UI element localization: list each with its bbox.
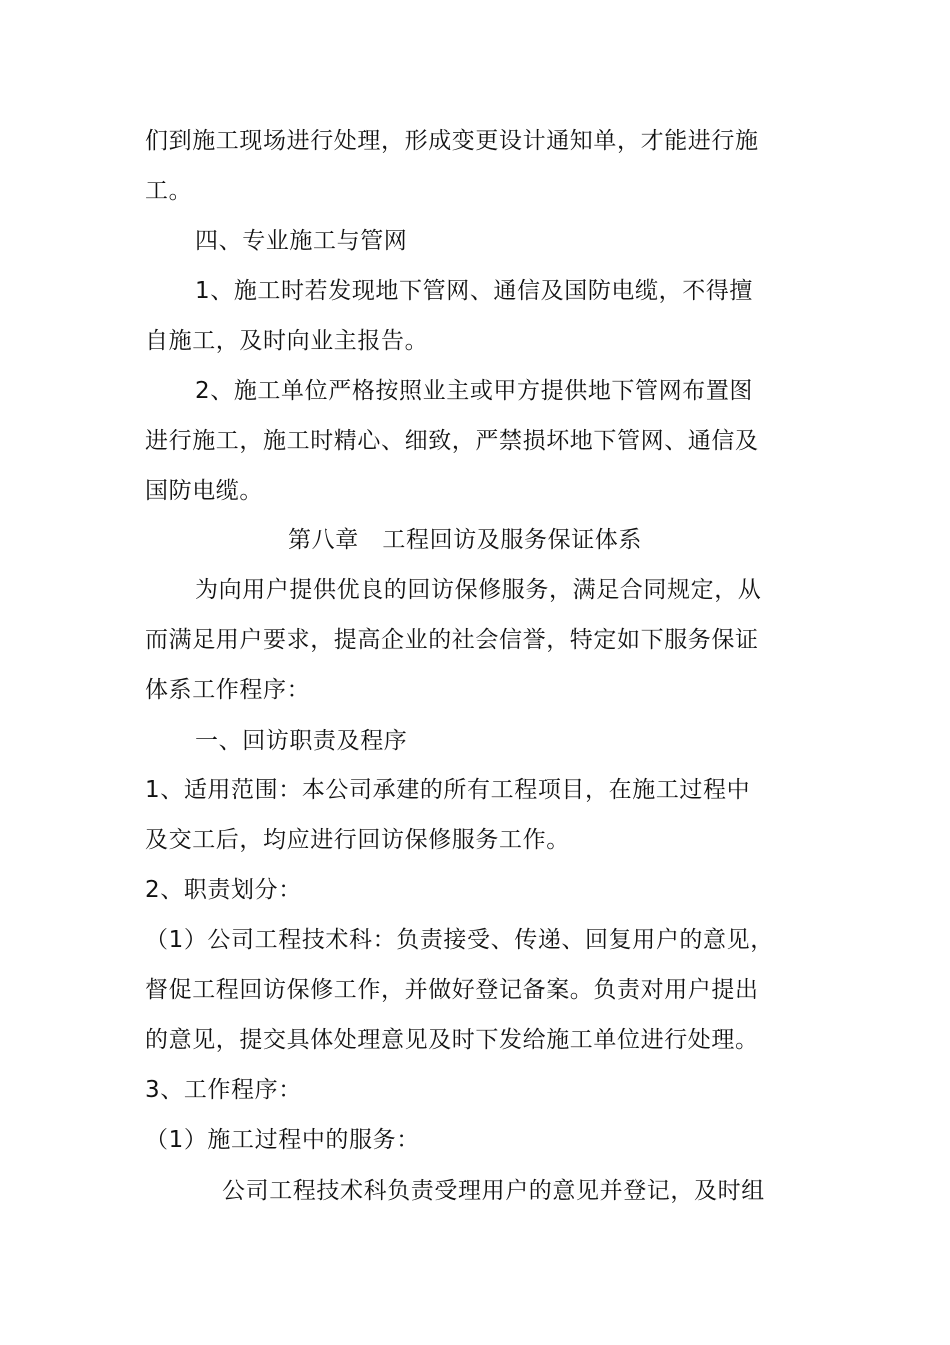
numbered-item-line: 2、施工单位严格按照业主或甲方提供地下管网布置图 [195, 378, 754, 404]
paragraph-continuation-line: 督促工程回访保修工作，并做好登记备案。负责对用户提出 [145, 977, 759, 1003]
sub-item-line: （1）施工过程中的服务： [145, 1127, 420, 1153]
chapter-title: 第八章 工程回访及服务保证体系 [288, 527, 642, 553]
sub-item-line: （1）公司工程技术科：负责接受、传递、回复用户的意见， [145, 927, 774, 953]
section-heading: 四、专业施工与管网 [195, 228, 408, 254]
numbered-item-line: 2、职责划分： [145, 877, 302, 903]
paragraph-continuation-line: 自施工，及时向业主报告。 [145, 328, 429, 354]
paragraph-line: 公司工程技术科负责受理用户的意见并登记，及时组 [222, 1178, 765, 1204]
numbered-item-line: 1、施工时若发现地下管网、通信及国防电缆，不得擅 [195, 278, 754, 304]
paragraph-continuation-line: 国防电缆。 [145, 478, 263, 504]
paragraph-continuation-line: 体系工作程序： [145, 677, 311, 703]
paragraph-continuation-line: 们到施工现场进行处理，形成变更设计通知单，才能进行施 [145, 128, 759, 154]
numbered-item-line: 1、适用范围：本公司承建的所有工程项目，在施工过程中 [145, 777, 751, 803]
paragraph-continuation-line: 而满足用户要求，提高企业的社会信誉，特定如下服务保证 [145, 627, 759, 653]
numbered-item-line: 3、工作程序： [145, 1077, 302, 1103]
paragraph-line: 为向用户提供优良的回访保修服务，满足合同规定，从 [195, 577, 762, 603]
paragraph-continuation-line: 进行施工，施工时精心、细致，严禁损坏地下管网、通信及 [145, 428, 759, 454]
paragraph-continuation-line: 工。 [145, 178, 193, 204]
paragraph-continuation-line: 的意见，提交具体处理意见及时下发给施工单位进行处理。 [145, 1027, 759, 1053]
paragraph-continuation-line: 及交工后，均应进行回访保修服务工作。 [145, 827, 570, 853]
section-heading: 一、回访职责及程序 [195, 728, 408, 754]
